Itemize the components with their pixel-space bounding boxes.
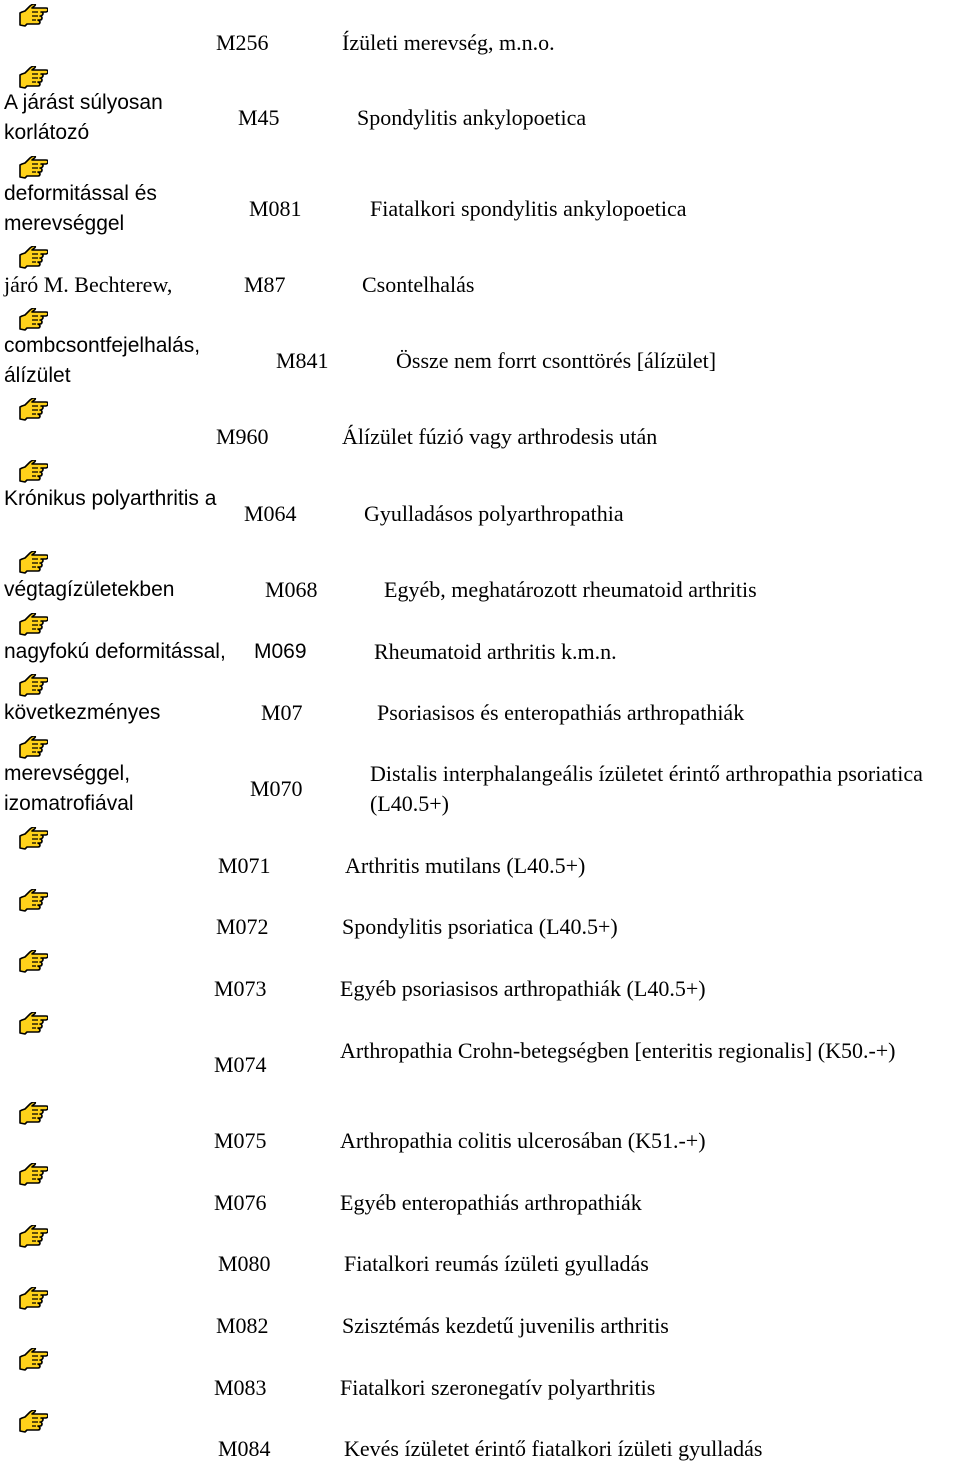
description: Ízületi merevség, m.n.o. [342,30,555,55]
pointing-hand-icon [18,1348,48,1372]
description: Psoriasisos és enteropathiás arthropathiák [377,700,745,725]
description: Spondylitis psoriatica (L40.5+) [342,914,618,939]
pointing-hand-icon [18,156,48,180]
pointing-hand-icon [18,889,48,913]
left-note: merevséggel, izomatrofiával [4,762,134,815]
description: Egyéb, meghatározott rheumatoid arthritis [384,577,757,602]
left-note: járó M. Bechterew, [4,272,173,297]
description: Egyéb psoriasisos arthropathiák (L40.5+) [340,976,706,1001]
pointing-hand-icon [18,398,48,422]
code: M073 [214,976,267,1001]
pointing-hand-icon [18,736,48,760]
code: M069 [254,640,307,663]
code: M960 [216,424,269,449]
code: M082 [216,1313,269,1338]
pointing-hand-icon [18,551,48,575]
description: Gyulladásos polyarthropathia [364,501,624,526]
description: Fiatalkori reumás ízületi gyulladás [344,1251,649,1276]
code: M071 [218,853,271,878]
description: Fiatalkori szeronegatív polyarthritis [340,1375,656,1400]
left-note: A járást súlyosan korlátozó [4,91,163,144]
description: Álízület fúzió vagy arthrodesis után [342,424,658,449]
pointing-hand-icon [18,66,48,90]
code: M081 [249,196,302,221]
code: M841 [276,348,329,373]
code: M87 [244,272,286,297]
pointing-hand-icon [18,1163,48,1187]
pointing-hand-icon [18,246,48,270]
description: Szisztémás kezdetű juvenilis arthritis [342,1313,669,1338]
left-note: combcsontfejelhalás, álízület [4,334,201,387]
pointing-hand-icon [18,1225,48,1249]
description: Egyéb enteropathiás arthropathiák [340,1190,642,1215]
pointing-hand-icon [18,308,48,332]
pointing-hand-icon [18,613,48,637]
code: M068 [265,577,318,602]
code: M256 [216,30,269,55]
code: M070 [250,776,303,801]
pointing-hand-icon [18,674,48,698]
left-note: nagyfokú deformitással, [4,640,226,663]
pointing-hand-icon [18,1287,48,1311]
code: M072 [216,914,269,939]
description: Kevés ízületet érintő fiatalkori ízületi gyulladás [344,1436,763,1461]
pointing-hand-icon [18,4,48,28]
pointing-hand-icon [18,827,48,851]
description: Csontelhalás [362,272,475,297]
code: M45 [238,105,280,130]
code: M076 [214,1190,267,1215]
description: Arthropathia Crohn-betegségben [enteritis regionalis] (K50.-+) [340,1038,896,1063]
code: M07 [261,700,303,725]
pointing-hand-icon [18,1410,48,1434]
code: M083 [214,1375,267,1400]
description: Arthropathia colitis ulcerosában (K51.-+) [340,1128,706,1153]
code: M084 [218,1436,271,1461]
left-note: deformitással és merevséggel [4,182,157,235]
description: Spondylitis ankylopoetica [357,105,587,130]
pointing-hand-icon [18,950,48,974]
left-note: végtagízületekben [4,578,175,601]
description: Rheumatoid arthritis k.m.n. [374,639,617,664]
code: M074 [214,1052,267,1077]
description: Össze nem forrt csonttörés [álízület] [396,348,717,373]
code: M080 [218,1251,271,1276]
description: Arthritis mutilans (L40.5+) [345,853,586,878]
description: Distalis interphalangeális ízületet érintő arthropathia psoriatica (L40.5+) [370,761,923,816]
code: M064 [244,501,297,526]
pointing-hand-icon [18,460,48,484]
pointing-hand-icon [18,1012,48,1036]
description: Fiatalkori spondylitis ankylopoetica [370,196,687,221]
left-note: Krónikus polyarthritis a [4,487,217,510]
pointing-hand-icon [18,1102,48,1126]
left-note: következményes [4,701,161,724]
code: M075 [214,1128,267,1153]
